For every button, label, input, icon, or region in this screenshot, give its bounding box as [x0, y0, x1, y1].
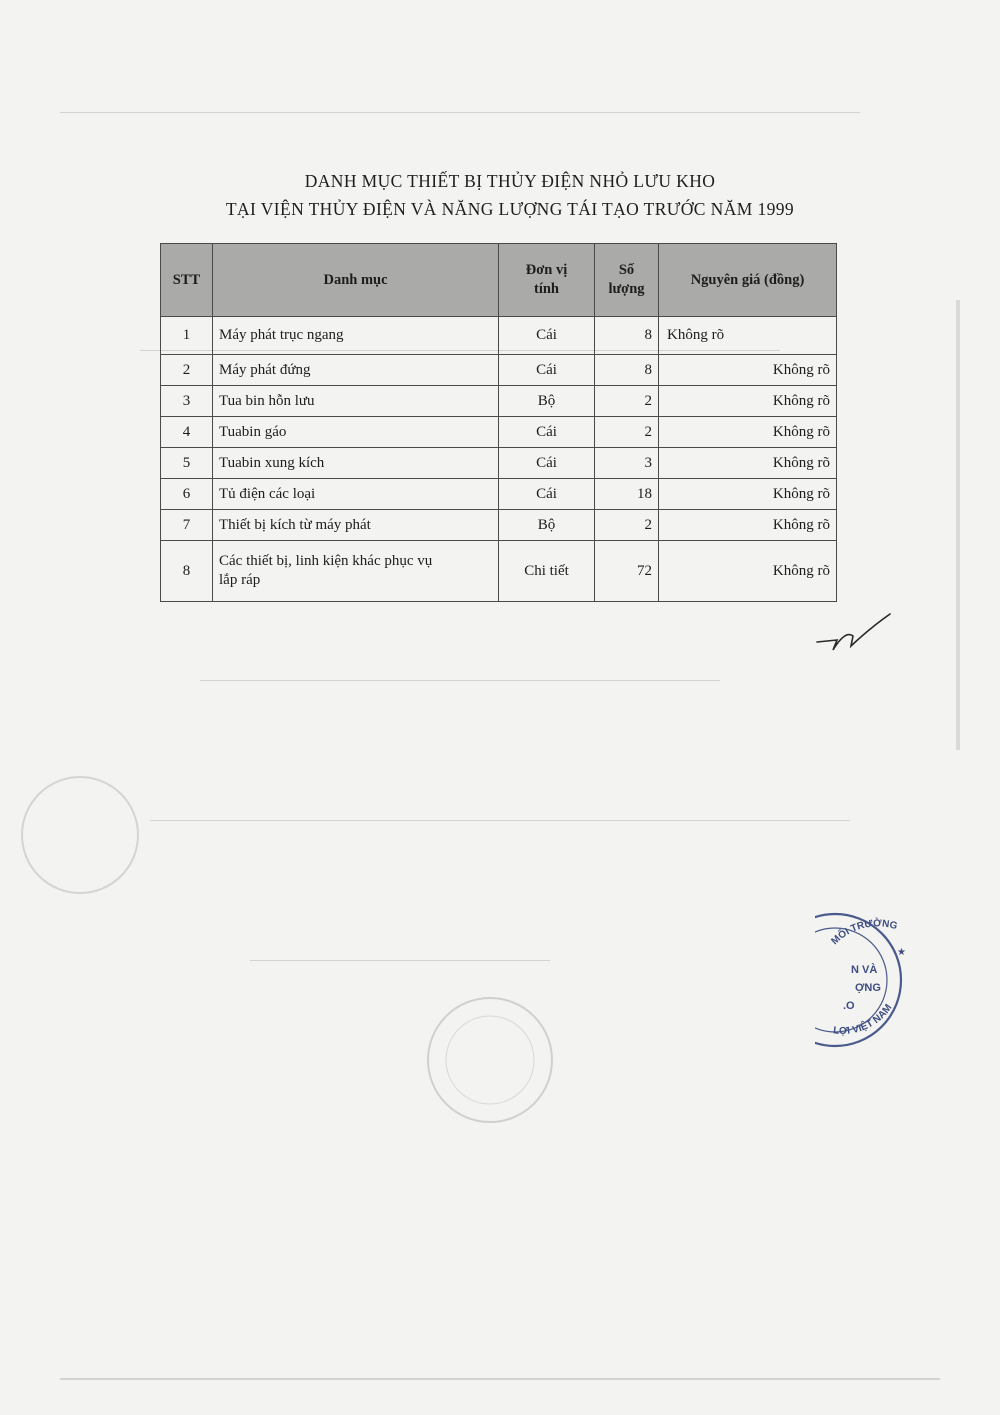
stamp-fragment-1: N VÀ: [851, 964, 878, 976]
stamp-fragment-2: ỢNG: [855, 982, 881, 994]
cell-name: Tua bin hỗn lưu: [213, 386, 499, 417]
document-title-line-2: TẠI VIỆN THỦY ĐIỆN VÀ NĂNG LƯỢNG TÁI TẠO TRƯỚC NĂM 1999: [225, 199, 795, 219]
header-qty-line1: Số: [618, 262, 635, 278]
cell-qty: 2: [595, 386, 659, 417]
stamp-text-bottom: LỢI VIỆT NAM: [832, 1002, 895, 1037]
header-unit-line2: tính: [534, 281, 559, 297]
header-qty: [595, 244, 659, 317]
table-row: [161, 317, 837, 355]
cell-name-line1: Các thiết bị, linh kiện khác phục vụ: [219, 553, 433, 569]
cell-unit: Cái: [499, 479, 595, 510]
cell-qty: 72: [595, 541, 659, 602]
cell-price: Không rõ: [659, 448, 837, 479]
cell-price: Không rõ: [659, 510, 837, 541]
svg-text:LỢI VIỆT NAM: [833, 1002, 895, 1036]
cell-unit: Bộ: [499, 386, 595, 417]
cell-unit: Cái: [499, 317, 595, 355]
stamp-star-icon: ★: [897, 947, 906, 958]
cell-stt: 6: [161, 479, 213, 510]
table-row: [161, 417, 837, 448]
ghost-stamp-shape: [420, 990, 560, 1130]
cell-stt: 8: [161, 541, 213, 602]
cell-name: Thiết bị kích từ máy phát: [213, 510, 499, 541]
header-stt: STT: [161, 244, 213, 317]
cell-price: Không rõ: [659, 386, 837, 417]
table-row: [161, 541, 837, 602]
cell-price: Không rõ: [659, 355, 837, 386]
cell-qty: 2: [595, 510, 659, 541]
cell-unit: Cái: [499, 448, 595, 479]
cell-price: Không rõ: [659, 479, 837, 510]
cell-qty: 18: [595, 479, 659, 510]
cell-name: [213, 541, 499, 602]
cell-qty: 2: [595, 417, 659, 448]
cell-unit: Chi tiết: [499, 541, 595, 602]
header-name: Danh mục: [213, 244, 499, 317]
cell-stt: 1: [161, 317, 213, 355]
table-row: [161, 448, 837, 479]
cell-qty: 8: [595, 355, 659, 386]
cell-unit: Cái: [499, 355, 595, 386]
cell-stt: 4: [161, 417, 213, 448]
header-unit: [499, 244, 595, 317]
header-unit-line1: Đơn vị: [525, 262, 568, 278]
ghost-stamp-shape-left: [20, 770, 150, 900]
document-title-line-1: DANH MỤC THIẾT BỊ THỦY ĐIỆN NHỎ LƯU KHO: [304, 171, 716, 191]
stamp-fragment-3: .O: [843, 1000, 855, 1012]
cell-qty: 3: [595, 448, 659, 479]
cell-price: Không rõ: [659, 317, 837, 355]
table-row: [161, 355, 837, 386]
cell-name: Tuabin xung kích: [213, 448, 499, 479]
header-qty-line2: lượng: [608, 281, 645, 297]
stamp-text-top: MÔI TRƯỜNG: [829, 918, 899, 948]
cell-stt: 3: [161, 386, 213, 417]
cell-unit: Cái: [499, 417, 595, 448]
signature-mark: [815, 610, 895, 660]
cell-unit: Bộ: [499, 510, 595, 541]
scan-bottom-line: [60, 1378, 940, 1380]
cell-stt: 7: [161, 510, 213, 541]
cell-name: Máy phát trục ngang: [213, 317, 499, 355]
cell-name: Tuabin gáo: [213, 417, 499, 448]
cell-name-line2: lắp ráp: [219, 572, 261, 588]
header-price: Nguyên giá (đồng): [659, 244, 837, 317]
cell-qty: 8: [595, 317, 659, 355]
scan-edge-shadow: [956, 300, 960, 750]
official-stamp: [815, 905, 915, 1055]
cell-name: Máy phát đứng: [213, 355, 499, 386]
cell-stt: 2: [161, 355, 213, 386]
table-row: [161, 386, 837, 417]
inventory-table: [160, 243, 837, 602]
table-header-row: [161, 244, 837, 317]
table-row: [161, 510, 837, 541]
cell-price: Không rõ: [659, 541, 837, 602]
cell-name: Tủ điện các loại: [213, 479, 499, 510]
cell-price: Không rõ: [659, 417, 837, 448]
cell-stt: 5: [161, 448, 213, 479]
table-row: [161, 479, 837, 510]
